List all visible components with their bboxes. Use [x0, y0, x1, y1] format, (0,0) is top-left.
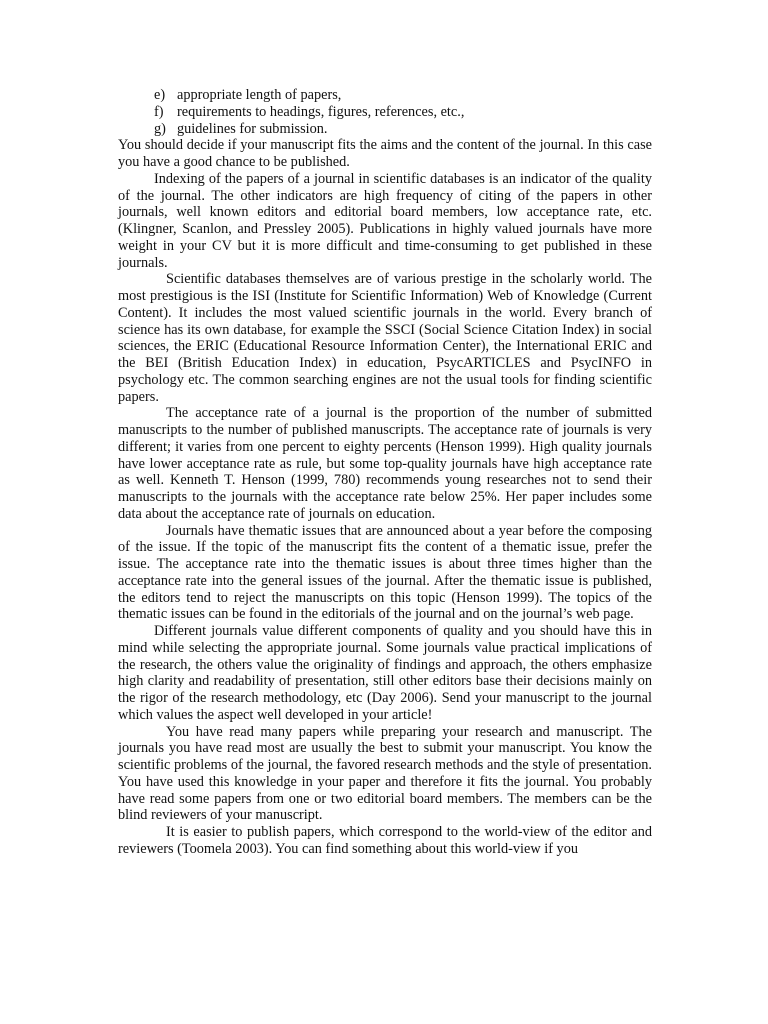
list-marker: g)	[154, 120, 166, 137]
paragraph-databases: Scientific databases themselves are of various prestige in the scholarly world. The most prestigious is the ISI (Institute for Scientific Information) Web of Knowledge (Current Content). It includes the most valued scientific journals in the world. Every branch of science has its own database, for example the SSCI (Social Science Citation Index) in social sciences, the ERIC (Educational Resource Information Center), the International ERIC and the BEI (British Education Index) in education, PsycARTICLES and PsycINFO in psychology etc. The common searching engines are not the usual tools for finding scientific papers.	[118, 271, 652, 405]
list-item	[118, 87, 652, 104]
paragraph-acceptance-rate: The acceptance rate of a journal is the proportion of the number of submitted manuscripts to the number of published manuscripts. The acceptance rate of journals is very different; it varies from one percent to eighty percents (Henson 1999). High quality journals have lower acceptance rate as rule, but some top-quality journals have high acceptance rate as well. Kenneth T. Henson (1999, 780) recommends young researches not to send their manuscripts to the journals with the acceptance rate below 25%. Her paper includes some data about the acceptance rate of journals on education.	[118, 405, 652, 522]
list-item	[118, 121, 652, 138]
paragraph-thematic-issues: Journals have thematic issues that are announced about a year before the composing of the issue. If the topic of the manuscript fits the content of a thematic issue, prefer the issue. The acceptance rate into the thematic issues is about three times higher than the acceptance rate into the general issues of the journal. After the thematic issue is published, the editors tend to reject the manuscripts on this topic (Henson 1999). The topics of the thematic issues can be found in the editorials of the journal and on the journal’s web page.	[118, 522, 652, 623]
paragraph-indexing: Indexing of the papers of a journal in scientific databases is an indicator of the quality of the journal. The other indicators are high frequency of citing of the papers in other journals, well known editors and editorial board members, low acceptance rate, etc. (Klingner, Scanlon, and Pressley 2005). Publications in highly valued journals have more weight in your CV but it is more difficult and time-consuming to get published in these journals.	[118, 170, 652, 271]
list-item	[118, 104, 652, 121]
paragraph-quality-components: Different journals value different components of quality and you should have this in mind while selecting the appropriate journal. Some journals value practical implications of the research, the others value the originality of findings and approach, the others emphasize high clarity and readability of presentation, still other editors base their decisions mainly on the rigor of the research methodology, etc (Day 2006). Send your manuscript to the journal which values the aspect well developed in your article!	[118, 623, 652, 723]
document-page	[118, 87, 652, 858]
guidelines-list	[118, 87, 652, 137]
list-item-text: guidelines for submission.	[177, 120, 328, 137]
paragraph-world-view: It is easier to publish papers, which correspond to the world-view of the editor and reviewers (Toomela 2003). You can find something about this world-view if you	[118, 824, 652, 857]
list-item-text: requirements to headings, figures, references, etc.,	[177, 103, 465, 120]
list-marker: f)	[154, 103, 164, 120]
paragraph-reading-papers: You have read many papers while preparing your research and manuscript. The journals you have read most are usually the best to submit your manuscript. You know the scientific problems of the journal, the favored research methods and the style of presentation. You have used this knowledge in your paper and therefore it fits the journal. You probably have read some papers from one or two editorial board members. The members can be the blind reviewers of your manuscript.	[118, 723, 652, 824]
list-item-text: appropriate length of papers,	[177, 87, 342, 103]
list-marker: e)	[154, 87, 166, 103]
paragraph-journal-fit: You should decide if your manuscript fits the aims and the content of the journal. In this case you have a good chance to be published.	[118, 137, 652, 170]
